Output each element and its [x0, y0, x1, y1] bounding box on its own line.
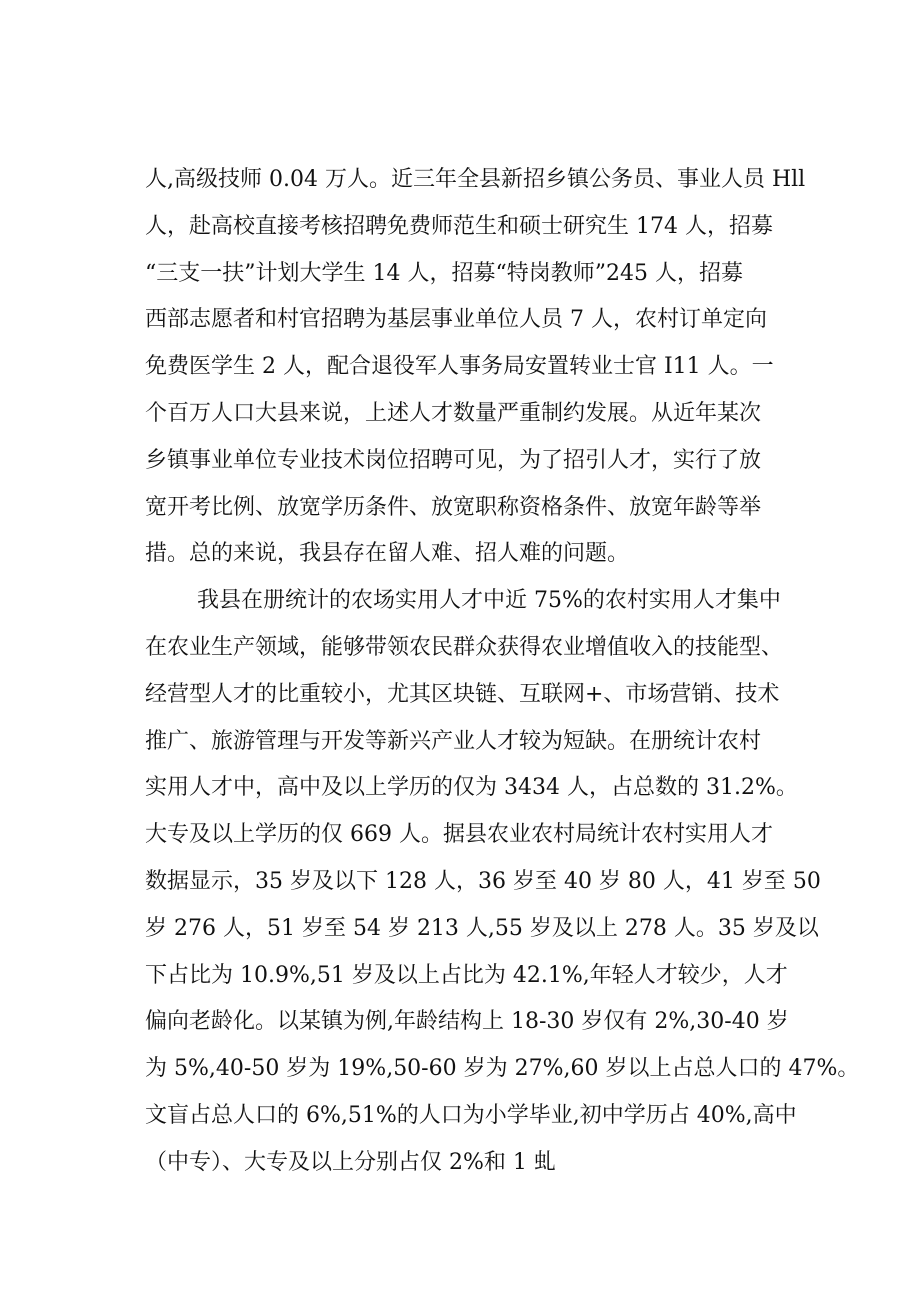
text-line: 措。总的来说，我县存在留人难、招人难的问题。 [145, 541, 630, 567]
text-line: 岁 276 人，51 岁至 54 岁 213 人,55 岁及以上 278 人。35 岁及以 [145, 915, 819, 941]
text-line: 人，赴高校直接考核招聘免费师范生和硕士研究生 174 人，招募 [145, 213, 773, 239]
text-line: 个百万人口大县来说，上述人才数量严重制约发展。从近年某次 [145, 400, 762, 426]
paragraph-2 [145, 578, 860, 1186]
paragraph-1 [145, 157, 845, 578]
document-body [145, 157, 860, 1187]
text-line: 人,高级技师 0.04 万人。近三年全县新招乡镇公务员、事业人员 Hll [145, 167, 806, 192]
text-line: 为 5%,40-50 岁为 19%,50-60 岁为 27%,60 岁以上占总人口的 47%。 [145, 1056, 860, 1082]
text-line: 数据显示，35 岁及以下 128 人，36 岁至 40 岁 80 人，41 岁至 50 [145, 868, 821, 894]
text-line: 在农业生产领域，能够带领农民群众获得农业增值收入的技能型、 [145, 634, 784, 660]
text-line: 推广、旅游管理与开发等新兴产业人才较为短缺。在册统计农村 [145, 728, 762, 754]
text-line: 我县在册统计的农场实用人才中近 75%的农村实用人才集中 [197, 588, 781, 614]
text-line: 实用人才中，高中及以上学历的仅为 3434 人，占总数的 31.2%。 [145, 775, 798, 801]
text-line: 经营型人才的比重较小，尤其区块链、互联网+、市场营销、技术 [145, 681, 780, 707]
text-line: 西部志愿者和村官招聘为基层事业单位人员 7 人，农村订单定向 [145, 307, 767, 333]
text-line: 下占比为 10.9%,51 岁及以上占比为 42.1%,年轻人才较少，人才 [145, 962, 788, 988]
text-line: 偏向老龄化。以某镇为例,年龄结构上 18-30 岁仅有 2%,30-40 岁 [145, 1009, 789, 1035]
text-line: 免费医学生 2 人，配合退役军人事务局安置转业士官 I11 人。一 [145, 354, 774, 380]
text-line: “三支一扶”计划大学生 14 人，招募“特岗教师”245 人，招募 [145, 260, 743, 286]
text-line: 文盲占总人口的 6%,51%的人口为小学毕业,初中学历占 40%,高中 [145, 1102, 797, 1128]
text-line: 大专及以上学历的仅 669 人。据县农业农村局统计农村实用人才 [145, 822, 773, 848]
text-line: （中专）、大专及以上分别占仅 2%和 1 虬 [145, 1149, 556, 1175]
text-line: 宽开考比例、放宽学历条件、放宽职称资格条件、放宽年龄等举 [145, 494, 762, 520]
text-line: 乡镇事业单位专业技术岗位招聘可见，为了招引人才，实行了放 [145, 447, 762, 473]
